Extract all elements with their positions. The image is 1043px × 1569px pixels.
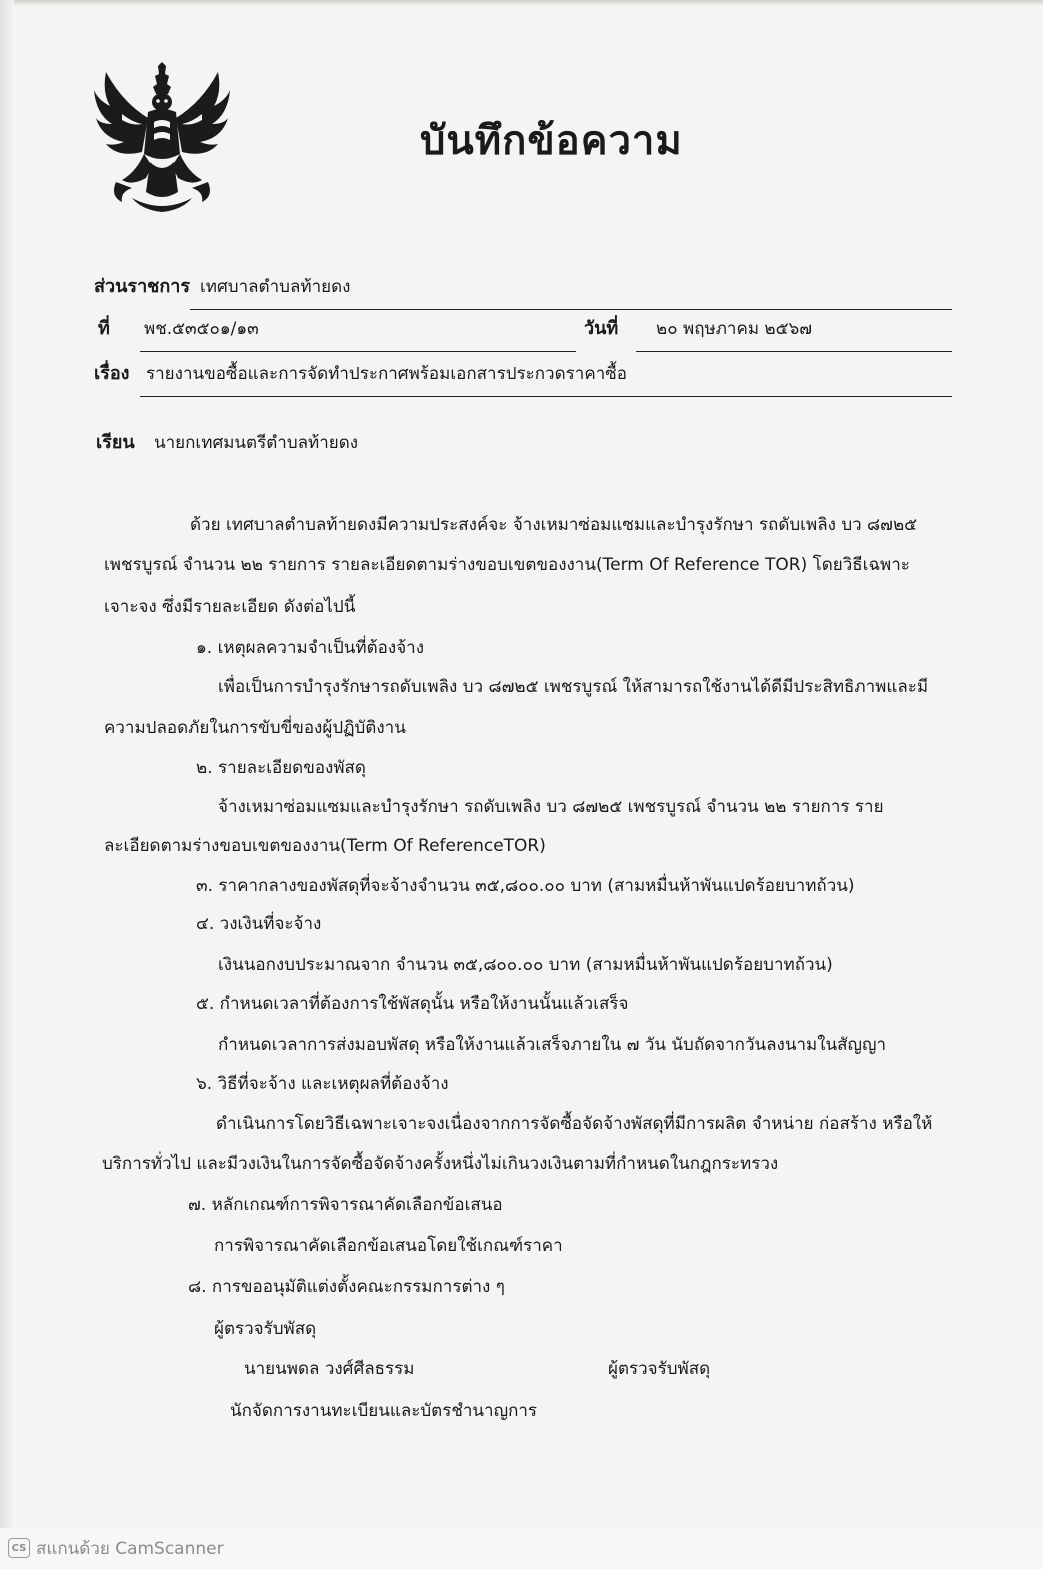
section-7-heading: ๗. หลักเกณฑ์การพิจารณาคัดเลือกข้อเสนอ — [188, 1195, 503, 1215]
section-6-heading: ๖. วิธีที่จะจ้าง และเหตุผลที่ต้องจ้าง — [196, 1074, 449, 1094]
section-1-line-1: เพื่อเป็นการบำรุงรักษารถดับเพลิง บว ๘๗๒๕ เพชรบูรณ์ ให้สามารถใช้งานได้ดีมีประสิทธิภาพและมี — [218, 677, 929, 697]
section-4-heading: ๔. วงเงินที่จะจ้าง — [196, 914, 322, 934]
document-title: บันทึกข้อความ — [420, 118, 683, 164]
ref-underline — [140, 351, 576, 352]
camscanner-logo-icon: CS — [8, 1538, 30, 1558]
date-label: วันที่ — [584, 318, 619, 339]
department-underline — [190, 309, 952, 310]
to-value: นายกเทศมนตรีตำบลท้ายดง — [154, 433, 359, 453]
intro-line-2: เพชรบูรณ์ จำนวน ๒๒ รายการ รายละเอียดตามร่างขอบเขตของงาน(Term Of Reference TOR) โดยวิธีเฉพาะ — [104, 555, 910, 575]
section-5-heading: ๕. กำหนดเวลาที่ต้องการใช้พัสดุนั้น หรือให้งานนั้นแล้วเสร็จ — [196, 994, 629, 1014]
subject-label: เรื่อง — [94, 363, 130, 384]
top-shadow — [0, 0, 1043, 6]
committee-member-name: นายนพดล วงศ์ศีลธรรม — [244, 1359, 415, 1379]
section-1-heading: ๑. เหตุผลความจำเป็นที่ต้องจ้าง — [196, 638, 424, 658]
date-value: ๒๐ พฤษภาคม ๒๕๖๗ — [656, 319, 813, 339]
section-8-subheading: ผู้ตรวจรับพัสดุ — [214, 1319, 317, 1339]
intro-line-1: ด้วย เทศบาลตำบลท้ายดงมีความประสงค์จะ จ้างเหมาซ่อมแซมและบำรุงรักษา รถดับเพลิง บว ๘๗๒๕ — [190, 515, 918, 535]
section-3-heading: ๓. ราคากลางของพัสดุที่จะจ้างจำนวน ๓๕,๘๐๐.๐๐ บาท (สามหมื่นห้าพันแปดร้อยบาทถ้วน) — [196, 876, 855, 896]
committee-member-position: นักจัดการงานทะเบียนและบัตรชำนาญการ — [230, 1401, 538, 1421]
to-label: เรียน — [96, 432, 135, 453]
subject-value: รายงานขอซื้อและการจัดทำประกาศพร้อมเอกสารประกวดราคาซื้อ — [146, 364, 627, 384]
garuda-emblem-icon — [92, 62, 232, 214]
subject-underline — [140, 396, 952, 397]
department-value: เทศบาลตำบลท้ายดง — [200, 277, 351, 297]
committee-member-role: ผู้ตรวจรับพัสดุ — [608, 1359, 711, 1379]
camscanner-text: สแกนด้วย CamScanner — [36, 1538, 224, 1559]
section-1-line-2: ความปลอดภัยในการขับขี่ของผู้ปฏิบัติงาน — [104, 718, 406, 738]
camscanner-watermark — [8, 1537, 224, 1559]
department-label: ส่วนราชการ — [94, 276, 191, 297]
section-8-heading: ๘. การขออนุมัติแต่งตั้งคณะกรรมการต่าง ๆ — [188, 1277, 505, 1297]
section-2-heading: ๒. รายละเอียดของพัสดุ — [196, 758, 366, 778]
intro-line-3: เจาะจง ซึ่งมีรายละเอียด ดังต่อไปนี้ — [104, 597, 356, 617]
section-7-line: การพิจารณาคัดเลือกข้อเสนอโดยใช้เกณฑ์ราคา — [214, 1236, 563, 1256]
ref-label: ที่ — [98, 318, 110, 339]
ref-value: พช.๕๓๕๐๑/๑๓ — [144, 319, 259, 339]
section-2-line-1: จ้างเหมาซ่อมแซมและบำรุงรักษา รถดับเพลิง บว ๘๗๒๕ เพชรบูรณ์ จำนวน ๒๒ รายการ ราย — [218, 797, 884, 817]
section-6-line-1: ดำเนินการโดยวิธีเฉพาะเจาะจงเนื่องจากการจัดซื้อจัดจ้างพัสดุที่มีการผลิต จำหน่าย ก่อสร้าง หรือให้ — [216, 1114, 933, 1134]
section-2-line-2: ละเอียดตามร่างขอบเขตของงาน(Term Of ReferenceTOR) — [104, 836, 546, 856]
page-edge — [0, 0, 14, 1569]
date-underline — [636, 351, 952, 352]
section-6-line-2: บริการทั่วไป และมีวงเงินในการจัดซื้อจัดจ้างครั้งหนึ่งไม่เกินวงเงินตามที่กำหนดในกฎกระทรวง — [102, 1154, 779, 1174]
section-5-line: กำหนดเวลาการส่งมอบพัสดุ หรือให้งานแล้วเสร็จภายใน ๗ วัน นับถัดจากวันลงนามในสัญญา — [218, 1035, 887, 1055]
section-4-line: เงินนอกงบประมาณจาก จำนวน ๓๕,๘๐๐.๐๐ บาท (สามหมื่นห้าพันแปดร้อยบาทถ้วน) — [218, 955, 833, 975]
